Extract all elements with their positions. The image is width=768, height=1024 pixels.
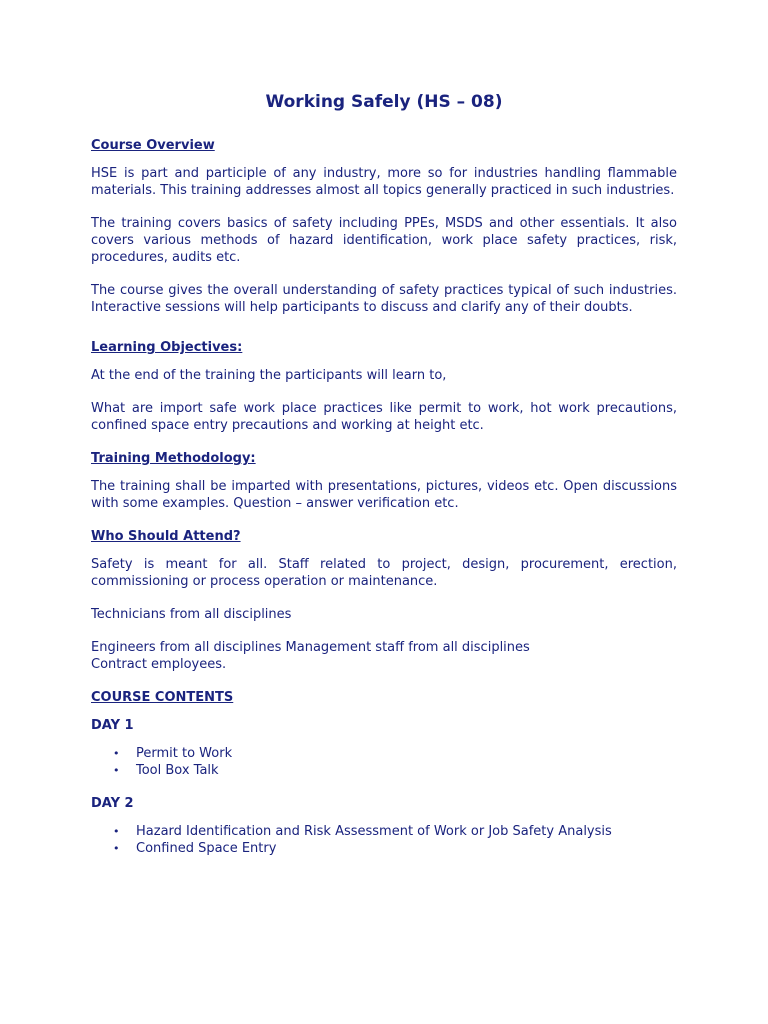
who-should-attend-heading: Who Should Attend? — [91, 529, 241, 544]
overview-paragraph-2: The training covers basics of safety including PPEs, MSDS and other essentials. It also covers various methods of hazard identification, work place safety practices, risk, procedures, audits etc. — [91, 216, 677, 265]
overview-paragraph-3: The course gives the overall understanding of safety practices typical of such industries. Interactive sessions will help participants to discuss and clarify any of their doubts. — [91, 283, 677, 315]
bullet-icon: • — [113, 842, 120, 855]
course-contents-heading: COURSE CONTENTS — [91, 690, 234, 705]
list-item-text: Permit to Work — [136, 746, 233, 761]
bullet-icon: • — [113, 764, 120, 777]
overview-paragraph-1: HSE is part and participle of any industry, more so for industries handling flammable materials. This training addresses almost all topics generally practiced in such industries. — [91, 166, 677, 198]
day-2-list — [91, 823, 677, 857]
day-2-label: DAY 2 — [91, 796, 134, 811]
list-item — [91, 762, 677, 779]
document-body — [91, 137, 677, 857]
attend-paragraph-3: Engineers from all disciplines Management staff from all disciplines — [91, 640, 530, 655]
attend-paragraph-4: Contract employees. — [91, 657, 227, 672]
list-item — [91, 823, 677, 840]
page-title: Working Safely (HS – 08) — [265, 92, 503, 112]
learning-objectives-heading: Learning Objectives: — [91, 340, 243, 355]
attend-paragraph-2: Technicians from all disciplines — [91, 607, 292, 622]
list-item-text: Tool Box Talk — [136, 763, 219, 778]
attend-paragraph-1: Safety is meant for all. Staff related to project, design, procurement, erection, commissioning or process operation or maintenance. — [91, 557, 677, 589]
day-1-label: DAY 1 — [91, 718, 134, 733]
training-methodology-heading: Training Methodology: — [91, 451, 256, 466]
list-item-text: Confined Space Entry — [136, 841, 277, 856]
course-overview-heading: Course Overview — [91, 138, 215, 153]
list-item — [91, 840, 677, 857]
bullet-icon: • — [113, 747, 120, 760]
objectives-paragraph-1: At the end of the training the participants will learn to, — [91, 368, 447, 383]
day-1-list — [91, 745, 677, 779]
bullet-icon: • — [113, 825, 120, 838]
methodology-paragraph: The training shall be imparted with presentations, pictures, videos etc. Open discussions with some examples. Question – answer verification etc. — [91, 479, 677, 511]
list-item — [91, 745, 677, 762]
list-item-text: Hazard Identification and Risk Assessment of Work or Job Safety Analysis — [136, 824, 612, 839]
objectives-paragraph-2: What are import safe work place practices like permit to work, hot work precautions, confined space entry precautions and working at height etc. — [91, 401, 677, 433]
